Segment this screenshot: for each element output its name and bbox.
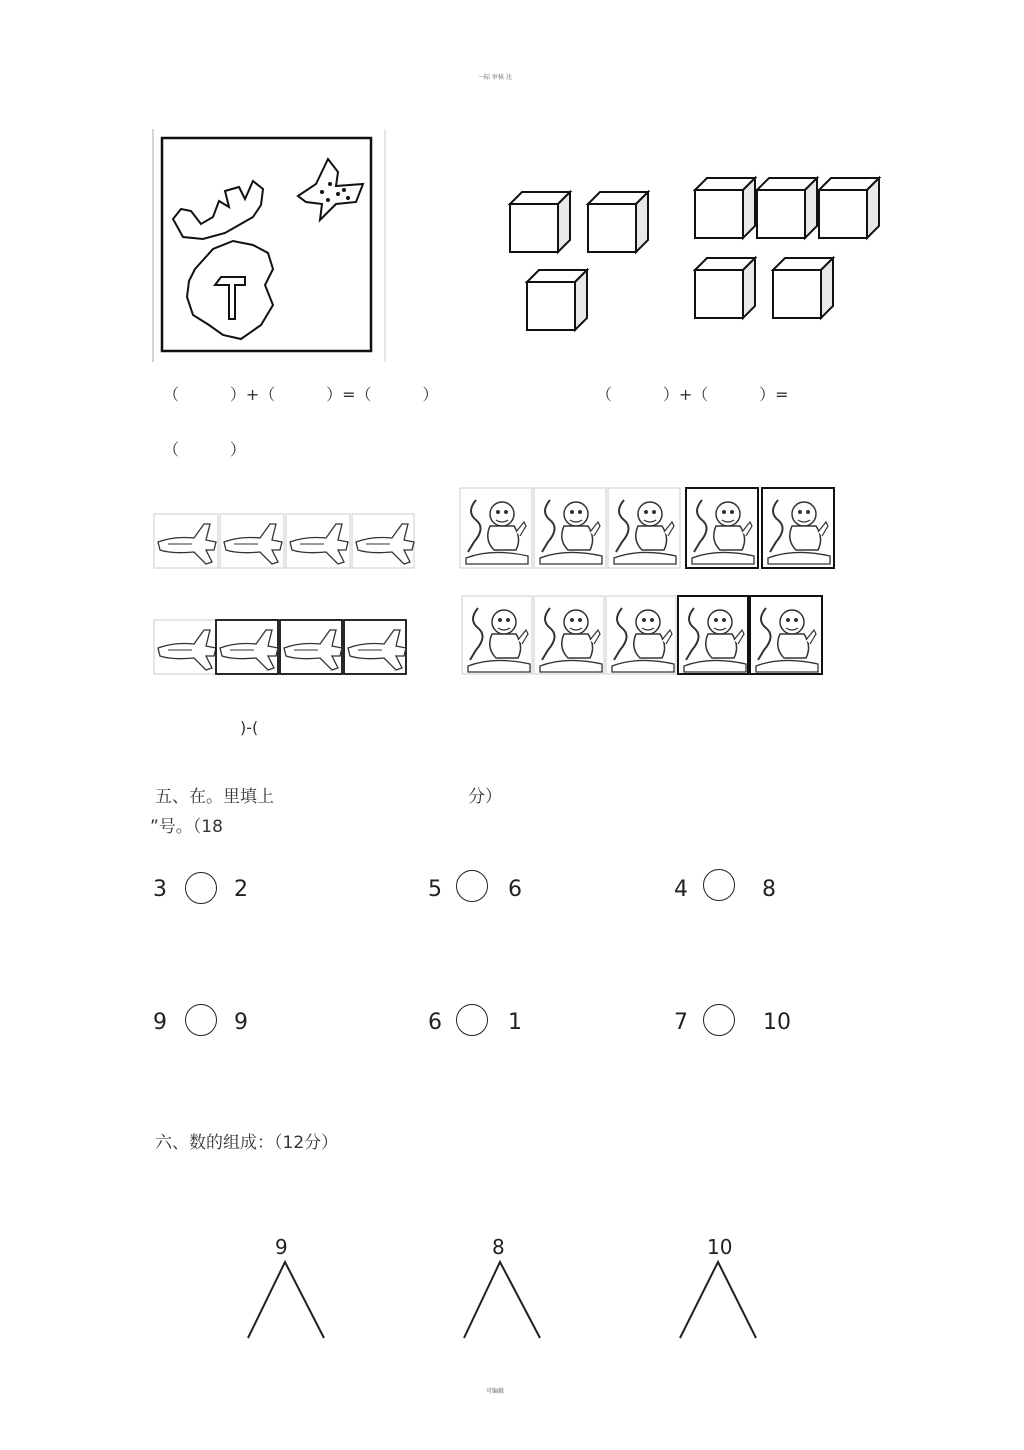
section5-score: 分） [468, 787, 502, 807]
compare-left-number: 3 [153, 877, 167, 902]
airplane-icon [220, 514, 284, 568]
cube-icon [757, 178, 817, 238]
monkey-icon [460, 488, 532, 568]
compare-left-number: 7 [674, 1010, 688, 1035]
section5-title: 五、在。里填上 [155, 787, 274, 807]
cube-icon [695, 258, 755, 318]
airplanes-monkeys-picture [150, 480, 850, 680]
subtraction-fragment: )-( [240, 718, 259, 737]
monkey-icon [608, 488, 680, 568]
compare-right-number: 8 [762, 877, 776, 902]
compare-circle[interactable] [456, 1004, 488, 1036]
airplane-icon [154, 514, 218, 568]
decomposition-trees [240, 1258, 780, 1343]
monkey-icon [462, 596, 532, 674]
monkey-icon [678, 596, 748, 674]
airplane-icon [280, 620, 342, 674]
compare-left-number: 4 [674, 877, 688, 902]
addition-blank-left: （ ）+（ ）=（ ） [163, 385, 439, 404]
tree-top-number: 10 [707, 1235, 733, 1259]
cube-icon [819, 178, 879, 238]
monkey-icon [750, 596, 822, 674]
compare-circle[interactable] [185, 872, 217, 904]
cube-icon [527, 270, 587, 330]
monkey-icon [686, 488, 758, 568]
result-blank: （ ） [163, 440, 246, 459]
addition-blank-right: （ ）+（ ）= [596, 385, 789, 404]
compare-right-number: 9 [234, 1010, 248, 1035]
monkey-icon [606, 596, 676, 674]
monkey-icon [762, 488, 834, 568]
compare-left-number: 9 [153, 1010, 167, 1035]
airplane-icon [352, 514, 414, 568]
birds-tree-picture [153, 129, 388, 362]
compare-right-number: 10 [763, 1010, 791, 1035]
compare-left-number: 5 [428, 877, 442, 902]
page-footer: 可编辑 [486, 1388, 505, 1395]
monkey-icon [534, 488, 606, 568]
airplane-icon [154, 620, 216, 674]
monkey-icon [534, 596, 604, 674]
compare-left-number: 6 [428, 1010, 442, 1035]
airplane-icon [286, 514, 350, 568]
page-header: 一际 审核 达 [478, 74, 512, 81]
compare-right-number: 1 [508, 1010, 522, 1035]
compare-right-number: 2 [234, 877, 248, 902]
tree-branches [680, 1262, 756, 1338]
cubes-group [505, 170, 890, 340]
compare-right-number: 6 [508, 877, 522, 902]
compare-circle[interactable] [703, 869, 735, 901]
cube-icon [695, 178, 755, 238]
compare-circle[interactable] [703, 1004, 735, 1036]
cube-icon [510, 192, 570, 252]
compare-circle[interactable] [456, 870, 488, 902]
tree-branches [464, 1262, 540, 1338]
section6-title: 六、数的组成：（12分） [155, 1133, 339, 1153]
airplane-icon [216, 620, 278, 674]
tree-branches [248, 1262, 324, 1338]
tree-top-number: 9 [275, 1235, 288, 1259]
airplane-icon [344, 620, 406, 674]
compare-circle[interactable] [185, 1004, 217, 1036]
cube-icon [588, 192, 648, 252]
cube-icon [773, 258, 833, 318]
tree-top-number: 8 [492, 1235, 505, 1259]
section5-subline: ”号。（18 [150, 817, 223, 837]
